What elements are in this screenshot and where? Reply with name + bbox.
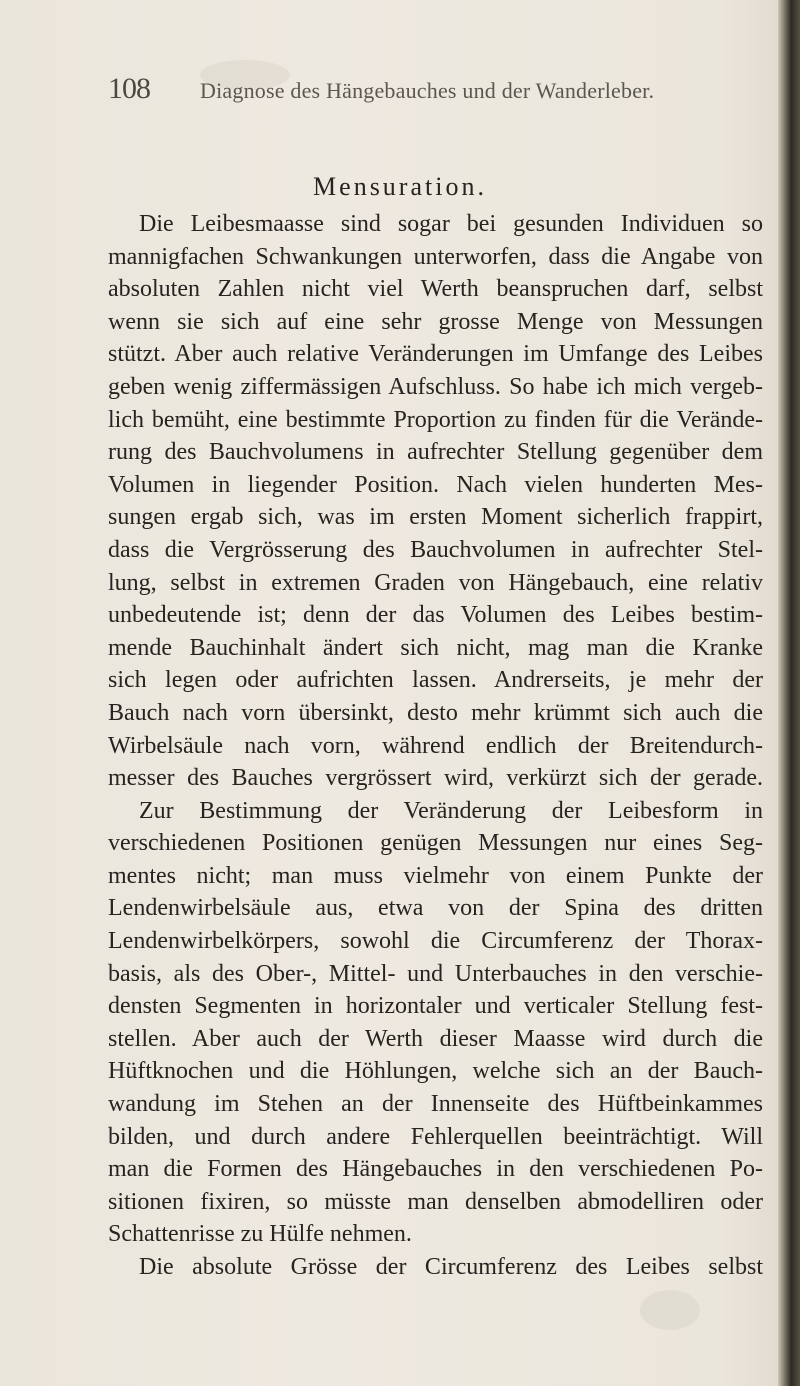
text-line: stützt. Aber auch relative Veränderungen im Umfange des Leibes [108, 341, 763, 368]
text-line: stellen. Aber auch der Werth dieser Maasse wird durch die [108, 1025, 763, 1052]
text-line: dass die Vergrösserung des Bauchvolumen in aufrechter Stel- [108, 536, 763, 563]
text-line: mannigfachen Schwankungen unterworfen, dass die Angabe von [108, 243, 763, 270]
text-line: wenn sie sich auf eine sehr grosse Menge von Messungen [108, 308, 763, 335]
text-line: Volumen in liegender Position. Nach vielen hunderten Mes- [108, 471, 763, 498]
section-title: Mensuration. [313, 172, 487, 201]
text-line: Lendenwirbelkörpers, sowohl die Circumferenz der Thorax- [108, 928, 763, 955]
page-header [108, 72, 748, 108]
text-line: lich bemüht, eine bestimmte Proportion zu finden für die Verände- [108, 406, 763, 433]
text-line: messer des Bauches vergrössert wird, verkürzt sich der gerade. [108, 765, 763, 792]
text-line: wandung im Stehen an der Innenseite des Hüftbeinkammes [108, 1091, 763, 1118]
text-line: mende Bauchinhalt ändert sich nicht, mag man die Kranke [108, 634, 763, 661]
text-line: absoluten Zahlen nicht viel Werth beanspruchen darf, selbst [108, 276, 763, 303]
text-line: sich legen oder aufrichten lassen. Andrerseits, je mehr der [108, 667, 763, 694]
text-line: Wirbelsäule nach vorn, während endlich der Breitendurch- [108, 732, 763, 759]
page-number: 108 [108, 72, 150, 105]
text-line: Die Leibesmaasse sind sogar bei gesunden Individuen so [139, 211, 763, 237]
text-line: Zur Bestimmung der Veränderung der Leibesform in [139, 797, 763, 824]
text-line: man die Formen des Hängebauches in den verschiedenen Po- [108, 1156, 763, 1183]
text-line: mentes nicht; man muss vielmehr von einem Punkte der [108, 862, 763, 889]
book-spine-shadow [778, 0, 800, 1386]
text-line: rung des Bauchvolumens in aufrechter Stellung gegenüber dem [108, 439, 763, 466]
text-line: sungen ergab sich, was im ersten Moment sicherlich frappirt, [108, 504, 763, 531]
text-line: Hüftknochen und die Höhlungen, welche sich an der Bauch- [108, 1058, 763, 1085]
running-head: Diagnose des Hängebauches und der Wanderleber. [200, 78, 655, 103]
text-line: densten Segmenten in horizontaler und verticaler Stellung fest- [108, 993, 763, 1020]
text-line: sitionen fixiren, so müsste man denselben abmodelliren oder [108, 1188, 763, 1215]
text-line: Schattenrisse zu Hülfe nehmen. [108, 1221, 412, 1248]
text-line: Lendenwirbelsäule aus, etwa von der Spina des dritten [108, 895, 763, 922]
text-line: lung, selbst in extremen Graden von Hängebauch, eine relativ [108, 569, 763, 596]
text-line: unbedeutende ist; denn der das Volumen des Leibes bestim- [108, 602, 763, 629]
body-text [108, 208, 763, 1284]
text-line: bilden, und durch andere Fehlerquellen beeinträchtigt. Will [108, 1123, 763, 1150]
text-line: Bauch nach vorn übersinkt, desto mehr krümmt sich auch die [108, 699, 763, 726]
text-line: basis, als des Ober-, Mittel- und Unterbauches in den verschie- [108, 960, 763, 987]
paper-stain [640, 1290, 700, 1330]
text-line: Die absolute Grösse der Circumferenz des Leibes selbst [139, 1254, 763, 1280]
text-line: geben wenig ziffermässigen Aufschluss. So habe ich mich vergeb- [108, 373, 763, 400]
text-line: verschiedenen Positionen genügen Messungen nur eines Seg- [108, 830, 763, 857]
